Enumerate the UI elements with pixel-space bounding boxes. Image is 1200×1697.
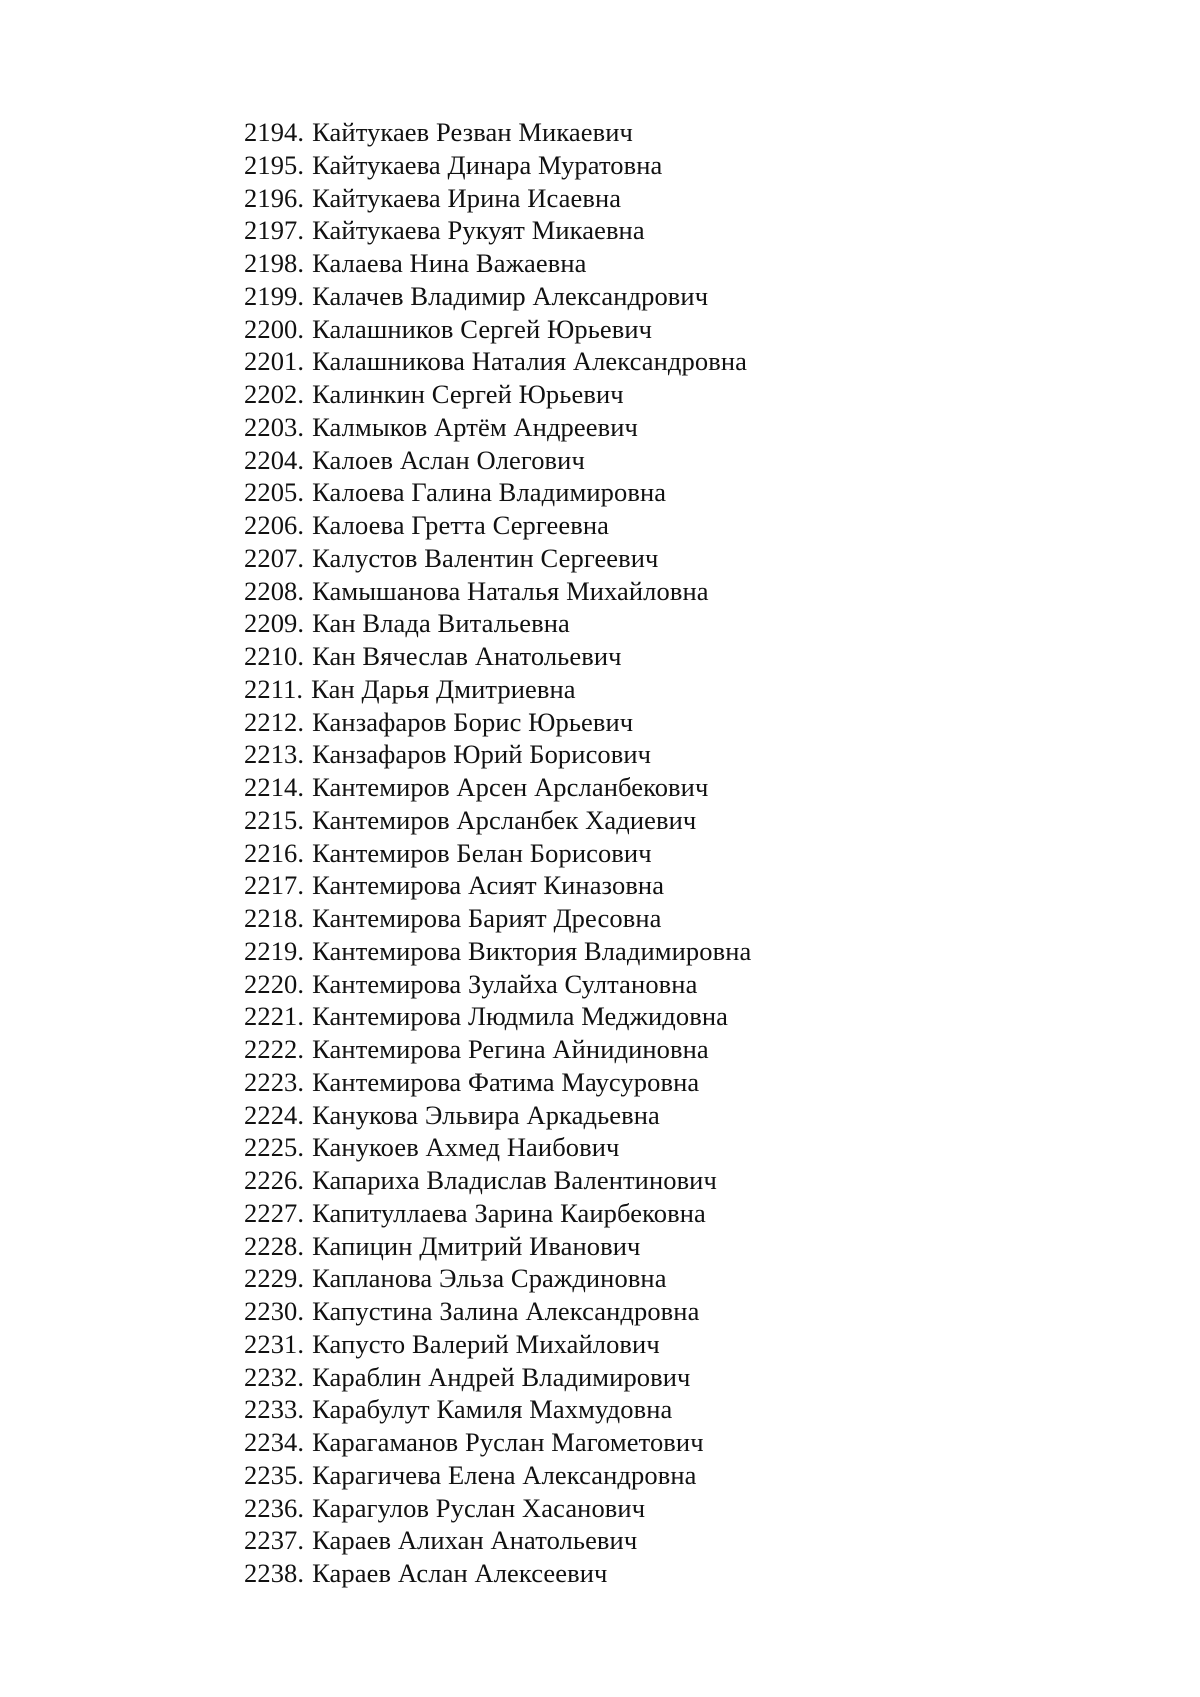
entry-number: 2229. (244, 1263, 305, 1294)
entry-name: Кантемирова Виктория Владимировна (312, 935, 752, 966)
list-item (244, 968, 751, 1001)
list-item (244, 444, 751, 477)
entry-number: 2206. (244, 510, 305, 540)
entry-name: Карагаманов Руслан Магометович (312, 1427, 704, 1457)
entry-number: 2230. (244, 1296, 305, 1326)
entry-number: 2212. (244, 706, 305, 737)
entry-number: 2224. (244, 1099, 305, 1130)
entry-number: 2237. (244, 1525, 305, 1556)
list-item (244, 1197, 751, 1230)
list-item (244, 1230, 751, 1263)
entry-number: 2234. (244, 1427, 305, 1457)
entry-number: 2218. (244, 903, 305, 933)
list-item (244, 738, 751, 771)
entry-name: Кантемиров Белан Борисович (312, 837, 652, 868)
list-item (244, 345, 751, 378)
entry-number: 2202. (244, 379, 305, 409)
list-item (244, 771, 751, 804)
entry-name: Капицин Дмитрий Иванович (312, 1230, 641, 1261)
entry-name: Караев Алихан Анатольевич (312, 1525, 638, 1556)
entry-name: Канзафаров Юрий Борисович (312, 739, 652, 770)
list-item (244, 313, 751, 346)
entry-number: 2221. (244, 1001, 305, 1032)
entry-number: 2232. (244, 1361, 305, 1392)
entry-name: Карагичева Елена Александровна (312, 1459, 697, 1490)
list-item (244, 1328, 751, 1361)
list-item (244, 542, 751, 575)
entry-number: 2207. (244, 542, 305, 573)
entry-name: Кантемиров Арсланбек Хадиевич (312, 804, 697, 835)
entry-name: Кантемирова Регина Айнидиновна (312, 1034, 709, 1064)
entry-name: Канукова Эльвира Аркадьевна (312, 1099, 660, 1130)
entry-name: Кайтукаев Резван Микаевич (312, 117, 633, 147)
list-item (244, 640, 751, 673)
list-item (244, 935, 751, 968)
entry-name: Капусто Валерий Михайлович (312, 1328, 660, 1359)
entry-name: Калоева Галина Владимировна (312, 477, 667, 508)
entry-name: Карабулут Камиля Махмудовна (312, 1394, 673, 1425)
entry-name: Канзафаров Борис Юрьевич (312, 706, 634, 737)
entry-name: Калоева Гретта Сергеевна (312, 510, 610, 540)
entry-name: Кантемирова Фатима Маусуровна (312, 1066, 700, 1097)
entry-name: Кан Дарья Дмитриевна (311, 673, 576, 704)
entry-number: 2204. (244, 444, 305, 475)
entry-number: 2226. (244, 1165, 305, 1195)
entry-name: Капустина Залина Александровна (312, 1296, 700, 1326)
entry-number: 2214. (244, 772, 305, 802)
entry-name: Кантемирова Зулайха Султановна (312, 968, 698, 999)
list-item (244, 902, 751, 935)
entry-name: Канукоев Ахмед Наибович (312, 1132, 620, 1163)
list-item (244, 1492, 751, 1525)
entry-name: Караев Аслан Алексеевич (312, 1558, 608, 1588)
entry-name: Кайтукаева Ирина Исаевна (312, 182, 622, 213)
list-item (244, 1557, 751, 1590)
entry-name: Карагулов Руслан Хасанович (312, 1492, 646, 1523)
entry-number: 2199. (244, 280, 305, 311)
entry-number: 2220. (244, 968, 305, 999)
list-item (244, 116, 751, 149)
entry-name: Караблин Андрей Владимирович (312, 1361, 691, 1392)
list-item (244, 575, 751, 608)
entry-number: 2233. (244, 1394, 305, 1425)
list-item (244, 509, 751, 542)
entry-name: Капитуллаева Зарина Каирбековна (312, 1197, 706, 1228)
entry-name: Калашникова Наталия Александровна (312, 346, 747, 377)
list-item (244, 476, 751, 509)
entry-name: Калмыков Артём Андреевич (312, 411, 638, 442)
list-item (244, 673, 751, 706)
list-item (244, 247, 751, 280)
entry-name: Капланова Эльза Сраждиновна (312, 1263, 667, 1294)
entry-name: Калустов Валентин Сергеевич (312, 542, 659, 573)
entry-number: 2196. (244, 182, 305, 213)
entry-name: Кантемиров Арсен Арсланбекович (312, 772, 709, 802)
entry-number: 2225. (244, 1132, 305, 1163)
list-item (244, 280, 751, 313)
entry-name: Калачев Владимир Александрович (312, 280, 709, 311)
entry-number: 2216. (244, 837, 305, 868)
entry-name: Калаева Нина Важаевна (312, 248, 587, 278)
entry-number: 2210. (244, 641, 305, 671)
entry-number: 2200. (244, 313, 305, 344)
list-item (244, 214, 751, 247)
name-list (244, 116, 751, 1590)
list-item (244, 1131, 751, 1164)
entry-name: Калоев Аслан Олегович (312, 444, 585, 475)
entry-name: Калашников Сергей Юрьевич (312, 313, 653, 344)
entry-number: 2194. (244, 117, 305, 147)
entry-number: 2227. (244, 1197, 305, 1228)
list-item (244, 378, 751, 411)
entry-number: 2236. (244, 1492, 305, 1523)
list-item (244, 1099, 751, 1132)
list-item (244, 1426, 751, 1459)
entry-number: 2209. (244, 608, 305, 639)
entry-name: Кан Вячеслав Анатольевич (312, 641, 622, 671)
list-item (244, 804, 751, 837)
entry-number: 2195. (244, 149, 305, 180)
entry-name: Калинкин Сергей Юрьевич (312, 379, 624, 409)
list-item (244, 1524, 751, 1557)
entry-number: 2205. (244, 477, 305, 508)
entry-number: 2203. (244, 411, 305, 442)
list-item (244, 1361, 751, 1394)
list-item (244, 411, 751, 444)
entry-number: 2215. (244, 804, 305, 835)
list-item (244, 1000, 751, 1033)
list-item (244, 607, 751, 640)
list-item (244, 837, 751, 870)
entry-name: Кайтукаева Динара Муратовна (312, 149, 663, 180)
entry-number: 2217. (244, 870, 305, 901)
list-item (244, 869, 751, 902)
list-item (244, 706, 751, 739)
entry-number: 2198. (244, 248, 305, 278)
entry-number: 2231. (244, 1328, 305, 1359)
entry-number: 2211. (244, 673, 304, 704)
entry-number: 2223. (244, 1066, 305, 1097)
list-item (244, 182, 751, 215)
entry-number: 2201. (244, 346, 305, 377)
entry-name: Капариха Владислав Валентинович (312, 1165, 717, 1195)
list-item (244, 1033, 751, 1066)
entry-number: 2222. (244, 1034, 305, 1064)
entry-name: Кантемирова Людмила Меджидовна (312, 1001, 728, 1032)
list-item (244, 1393, 751, 1426)
list-item (244, 1164, 751, 1197)
entry-number: 2208. (244, 575, 305, 606)
entry-number: 2228. (244, 1230, 305, 1261)
entry-name: Кан Влада Витальевна (312, 608, 570, 639)
entry-number: 2238. (244, 1558, 305, 1588)
list-item (244, 1459, 751, 1492)
list-item (244, 1066, 751, 1099)
entry-name: Кантемирова Асият Киназовна (312, 870, 665, 901)
entry-name: Камышанова Наталья Михайловна (312, 575, 709, 606)
entry-number: 2213. (244, 739, 305, 770)
entry-number: 2197. (244, 215, 305, 246)
entry-number: 2235. (244, 1459, 305, 1490)
list-item (244, 1262, 751, 1295)
entry-name: Кантемирова Барият Дресовна (312, 903, 662, 933)
list-item (244, 1295, 751, 1328)
entry-name: Кайтукаева Рукуят Микаевна (312, 215, 645, 246)
list-item (244, 149, 751, 182)
entry-number: 2219. (244, 935, 305, 966)
